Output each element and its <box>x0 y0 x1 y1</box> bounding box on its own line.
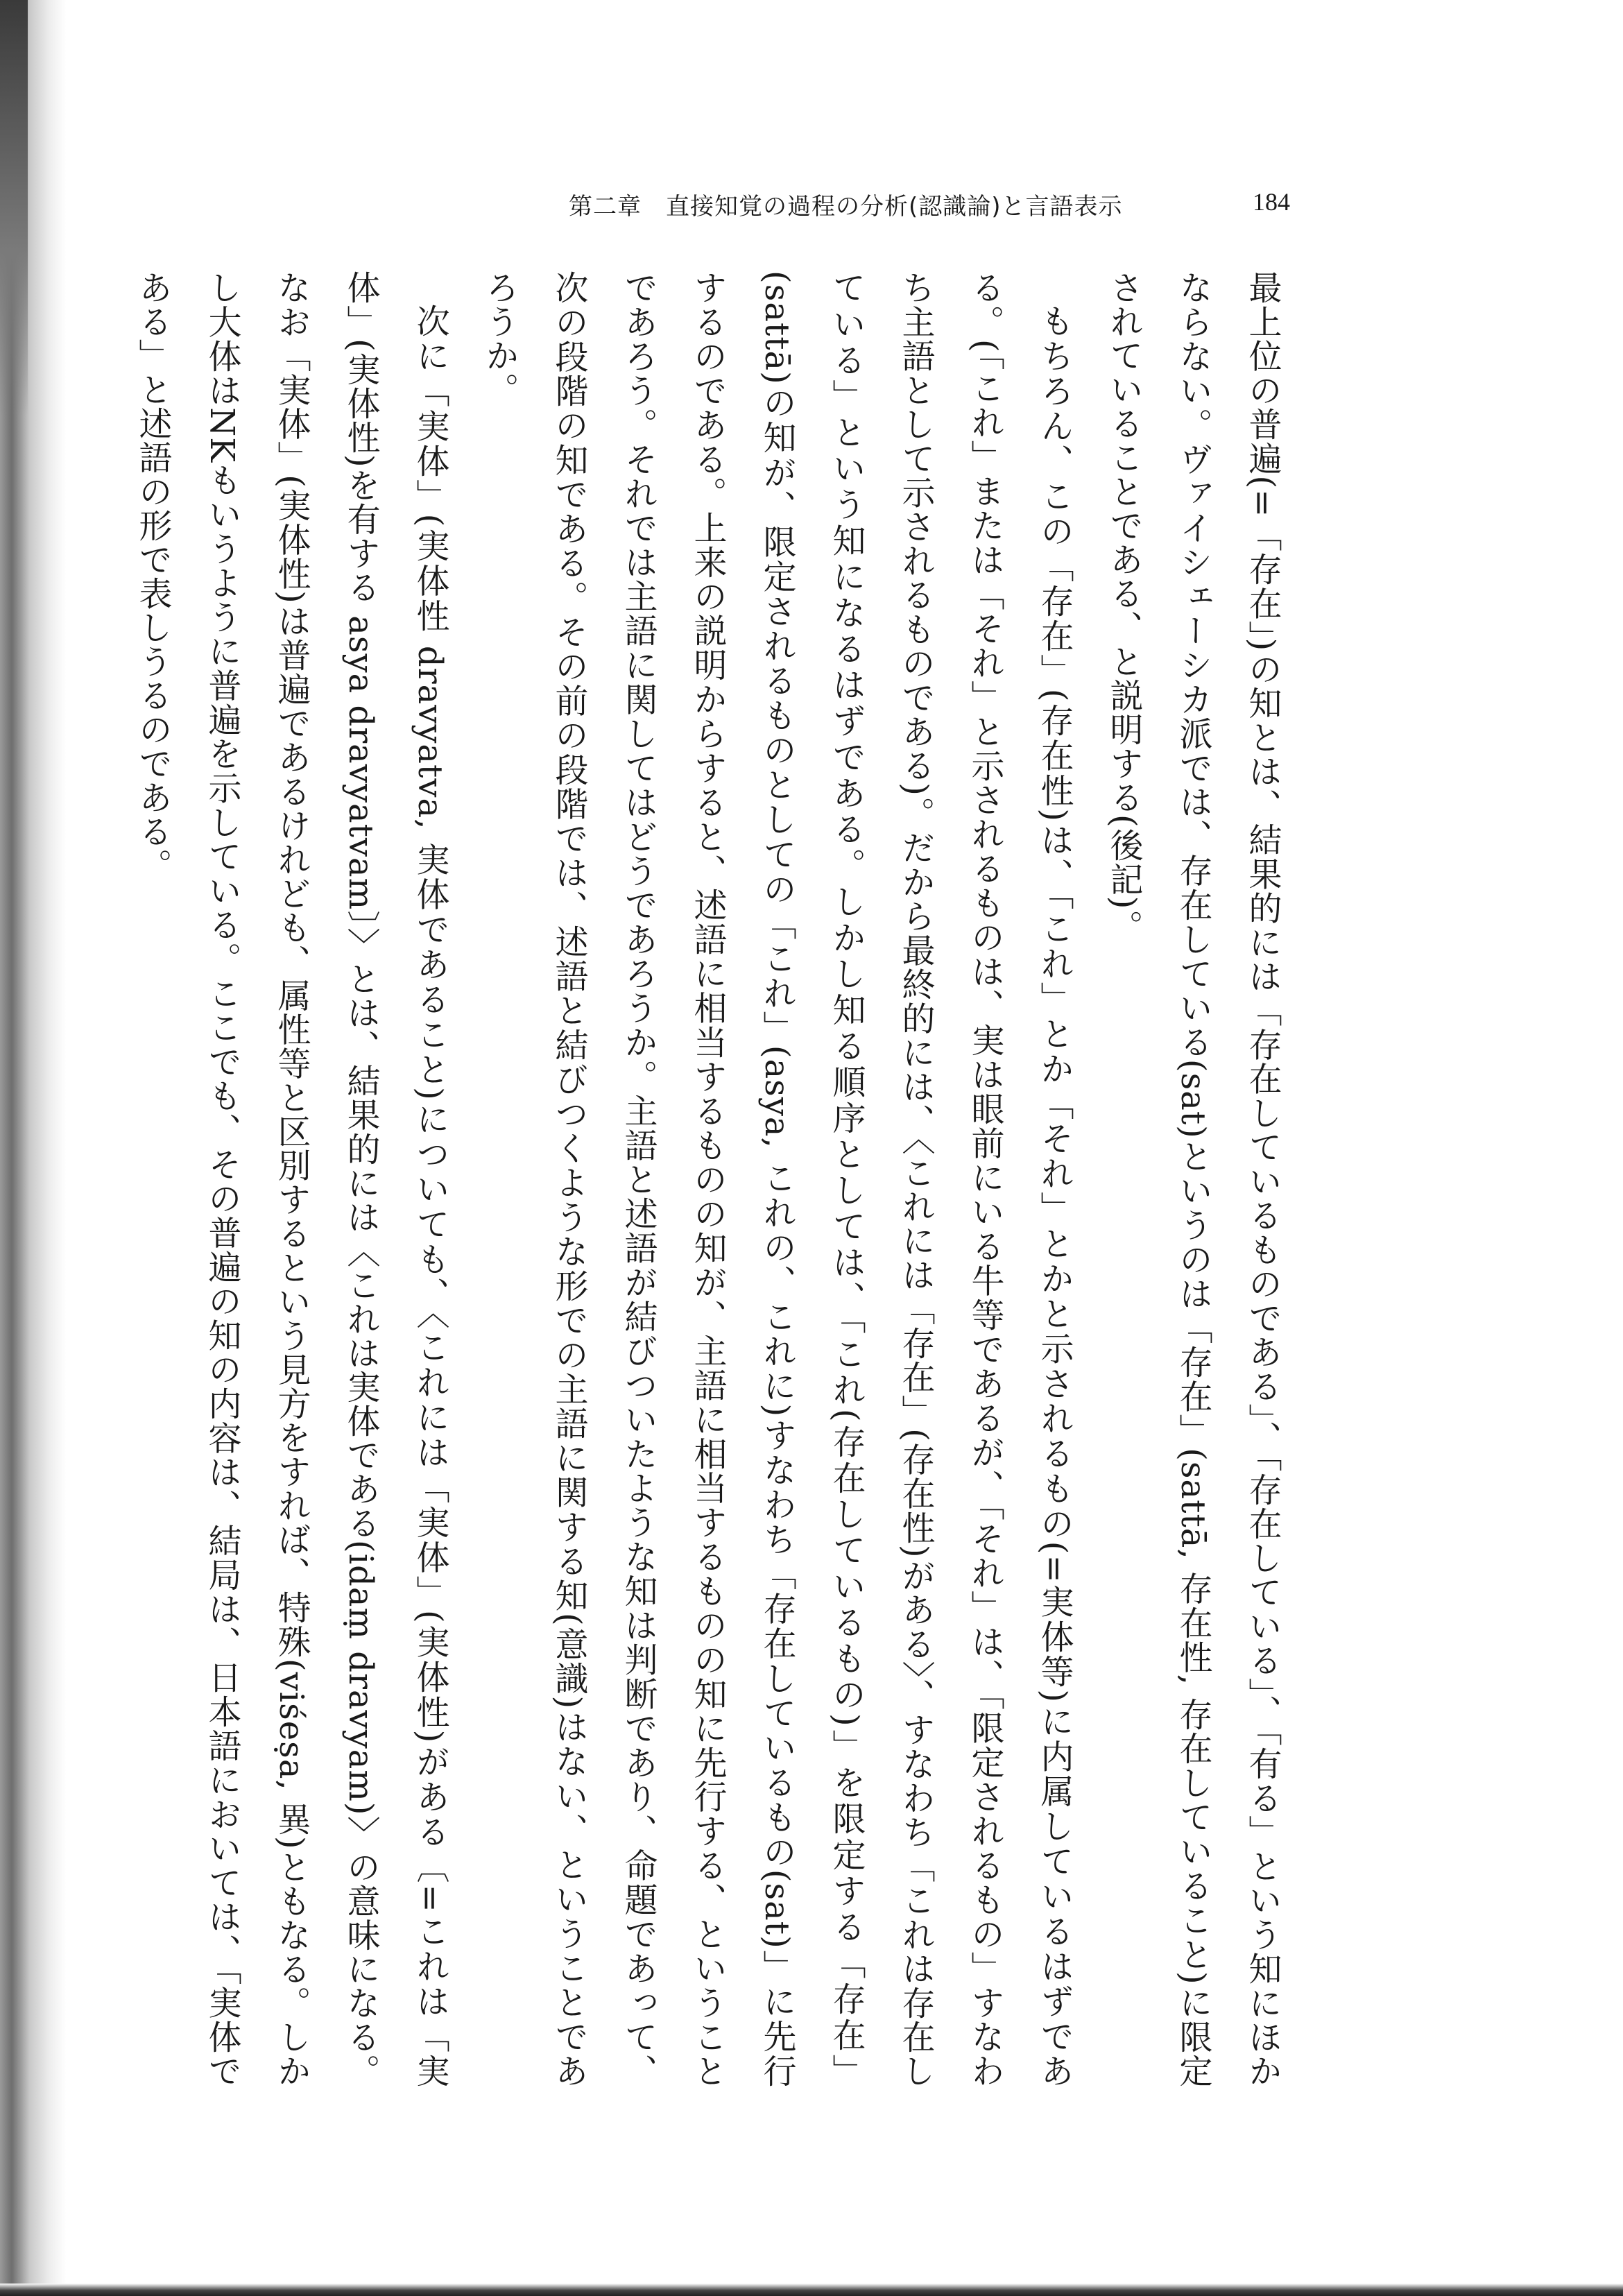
paragraph-2: もちろん、この「存在」(存在性)は、「これ」とか「それ」とかと示されるもの(=実体等)に内属しているはずである。(「これ」または「それ」と示されるものは、実は眼前にいる牛等であるが、「それ」は、「限定されるもの」すなわち主語として示されるものである)。だから最終的には、〈これには「存在」(存在性)がある〉、すなわち「これは存在している」という知になるはずである。しかし知る順序としては、「これ(存在しているもの)」を限定する「存在」(sattā)の知が、限定されるものとしての「これ」(asya, これの、これに)すなわち「存在しているもの(sat)」に先行するのである。上来の説明からすると、述語に相当するものの知が、主語に相当するものの知に先行する、ということであろう。それでは主語に関してはどうであろうか。主語と述語が結びついたような知は判断であり、命題であって、次の段階の知である。その前の段階では、述語と結びつくような形での主語に関する知(意識)はない、ということであろうか。 <box>480 271 1074 2089</box>
paragraph-3: 次に「実体」(実体性 dravyatva, 実体であること)についても、〈これには「実体」(実体性)がある〔=これは「実体」(実体性)を有する asya dravyatvam〕〉とは、結果的には〈これは実体である(idaṃ dravyam)〉の意味になる。なお「実体」(実体性)は普遍であるけれども、属性等と区別するという見方をすれば、特殊(viśeṣa, 異)ともなる。しかし大体はNKもいうように普遍を示している。ここでも、その普遍の知の内容は、結局は、日本語においては、「実体である」と述語の形で表しうるのである。 <box>133 271 449 2089</box>
scan-bottom-edge <box>0 2284 1623 2296</box>
page-number: 184 <box>1253 188 1290 216</box>
running-head <box>569 187 1290 229</box>
paragraph-1: 最上位の普遍(=「存在」)の知とは、結果的には「存在しているものである」、「存在している」、「有る」という知にほかならない。ヴァイシェーシカ派では、存在している(sat)というのは「存在」(sattā, 存在性, 存在していること)に限定されていることである、と説明する(後記)。 <box>1104 271 1282 2089</box>
body-text <box>133 271 1297 2089</box>
scan-shadow-edge <box>0 0 66 2296</box>
chapter-title: 第二章 直接知覚の過程の分析(認識論)と言語表示 <box>569 193 1123 221</box>
